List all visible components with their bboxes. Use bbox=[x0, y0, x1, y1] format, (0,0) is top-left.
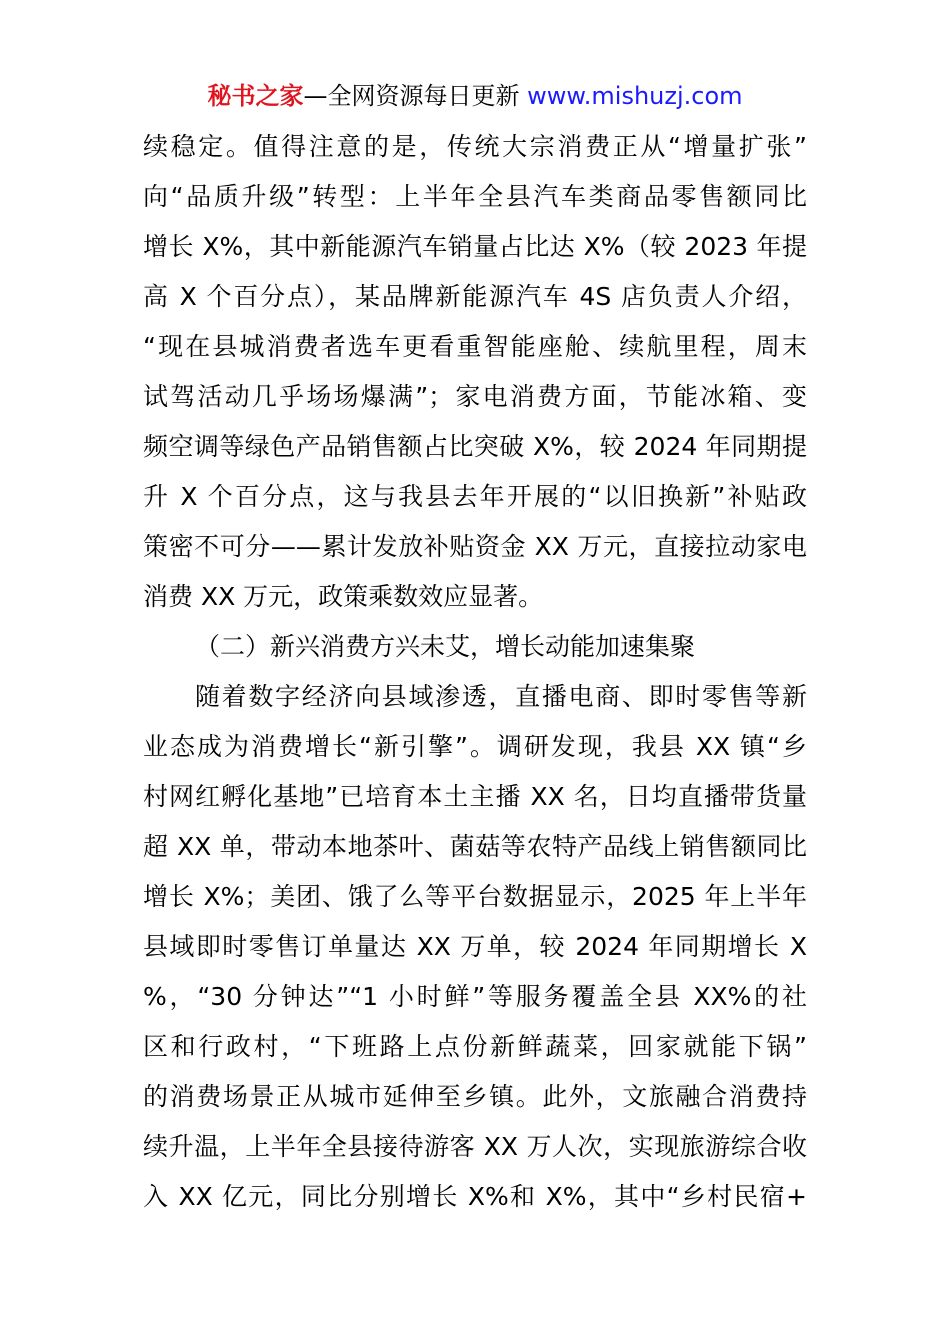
text-line: 随着数字经济向县域渗透，直播电商、即时零售等新 bbox=[195, 682, 807, 711]
text-line: 业态成为消费增长“新引擎”。调研发现，我县 XX 镇“乡 bbox=[143, 732, 807, 761]
text-line: 的消费场景正从城市延伸至乡镇。此外，文旅融合消费持 bbox=[143, 1082, 807, 1111]
text-line: 县域即时零售订单量达 XX 万单，较 2024 年同期增长 X bbox=[143, 932, 807, 961]
text-line: 村网红孵化基地”已培育本土主播 XX 名，日均直播带货量 bbox=[143, 782, 807, 811]
section-heading: （二）新兴消费方兴未艾，增长动能加速集聚 bbox=[195, 632, 696, 661]
text-line: 升 X 个百分点，这与我县去年开展的“以旧换新”补贴政 bbox=[143, 482, 807, 511]
text-line: 入 XX 亿元，同比分别增长 X%和 X%，其中“乡村民宿+ bbox=[143, 1182, 807, 1211]
text-line: 增长 X%，其中新能源汽车销量占比达 X%（较 2023 年提 bbox=[143, 232, 807, 261]
text-line: 频空调等绿色产品销售额占比突破 X%，较 2024 年同期提 bbox=[143, 432, 807, 461]
text-line: 试驾活动几乎场场爆满”；家电消费方面，节能冰箱、变 bbox=[143, 382, 807, 411]
text-line: 增长 X%；美团、饿了么等平台数据显示，2025 年上半年 bbox=[143, 882, 807, 911]
header-tagline: —全网资源每日更新 bbox=[303, 82, 528, 110]
document-body bbox=[143, 122, 807, 1222]
page-header bbox=[0, 80, 950, 112]
text-line: 消费 XX 万元，政策乘数效应显著。 bbox=[143, 582, 544, 611]
text-line: 策密不可分——累计发放补贴资金 XX 万元，直接拉动家电 bbox=[143, 532, 807, 561]
brand-name: 秘书之家 bbox=[207, 82, 304, 110]
site-url[interactable]: www.mishuzj.com bbox=[527, 82, 743, 110]
text-line: 超 XX 单，带动本地茶叶、菌菇等农特产品线上销售额同比 bbox=[143, 832, 807, 861]
text-line: 续稳定。值得注意的是，传统大宗消费正从“增量扩张” bbox=[143, 132, 807, 161]
text-line: 向“品质升级”转型：上半年全县汽车类商品零售额同比 bbox=[143, 182, 807, 211]
text-line: 区和行政村，“下班路上点份新鲜蔬菜，回家就能下锅” bbox=[143, 1032, 807, 1061]
text-line: 高 X 个百分点），某品牌新能源汽车 4S 店负责人介绍， bbox=[143, 282, 807, 311]
text-line: 续升温，上半年全县接待游客 XX 万人次，实现旅游综合收 bbox=[143, 1132, 807, 1161]
text-line: %，“30 分钟达”“1 小时鲜”等服务覆盖全县 XX%的社 bbox=[143, 982, 807, 1011]
text-line: “现在县城消费者选车更看重智能座舱、续航里程，周末 bbox=[143, 332, 807, 361]
